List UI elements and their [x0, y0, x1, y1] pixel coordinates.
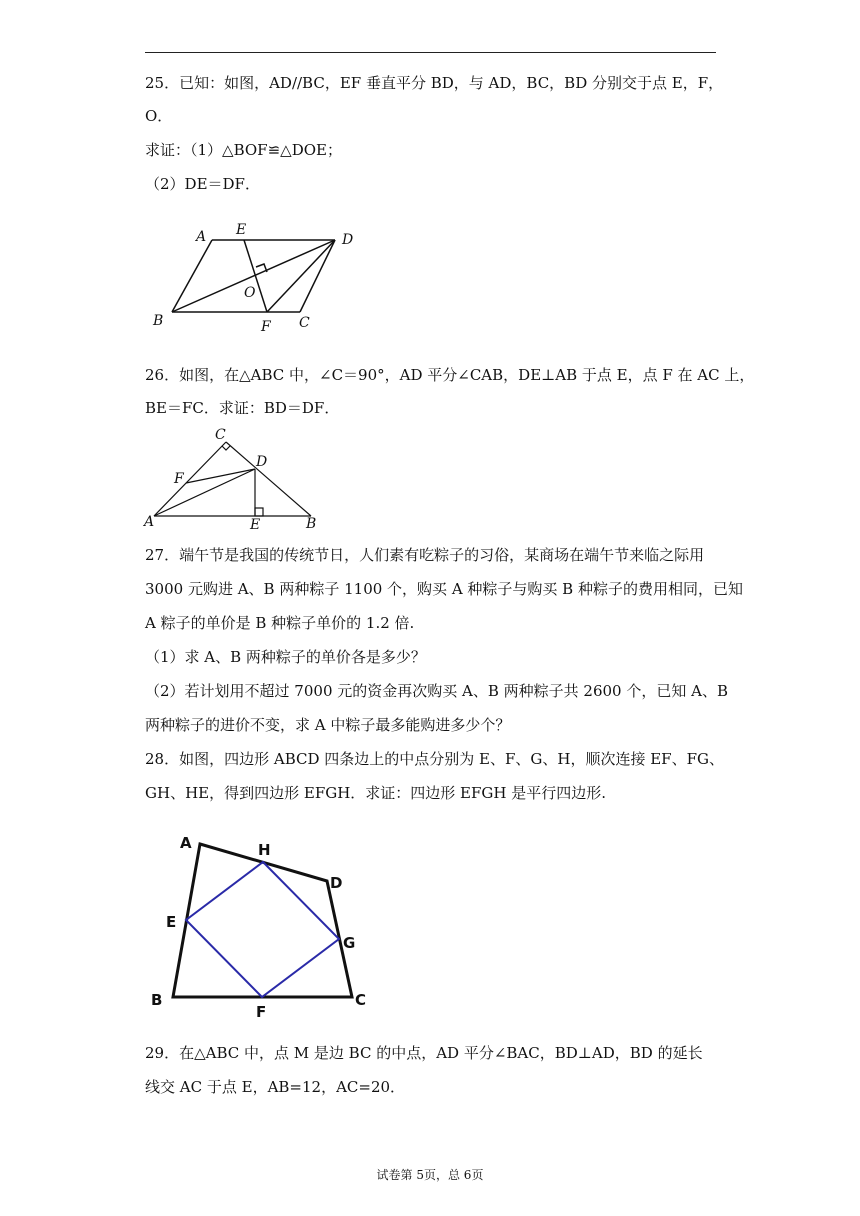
q25-line-4: （2）DE＝DF． — [145, 175, 260, 193]
q27-line-4: （1）求 A、B 两种粽子的单价各是多少？ — [145, 648, 426, 666]
q26-line-2: BE＝FC．求证：BD＝DF． — [145, 399, 340, 417]
q26-label-e: E — [250, 517, 261, 533]
q27-line-6: 两种粽子的进价不变，求 A 中粽子最多能购进多少个？ — [145, 716, 511, 734]
q28-label-d: D — [330, 874, 343, 892]
q26-label-d: D — [256, 454, 268, 470]
q25-label-o: O — [244, 285, 256, 301]
q28-line-2: GH、HE，得到四边形 EFGH．求证：四边形 EFGH 是平行四边形. — [145, 784, 607, 802]
q25-label-e: E — [236, 222, 247, 238]
q26-line-1: 26．如图，在△ABC 中，∠C＝90°，AD 平分∠CAB，DE⊥AB 于点 E，点 F 在 AC 上， — [145, 366, 755, 384]
q28-label-f: F — [256, 1003, 267, 1021]
q27-line-3: A 粽子的单价是 B 种粽子单价的 1.2 倍. — [145, 614, 415, 632]
q25-line-2: O． — [145, 107, 173, 125]
q28-figure — [145, 828, 385, 1023]
q29-line-1: 29．在△ABC 中，点 M 是边 BC 的中点，AD 平分∠BAC，BD⊥AD，BD 的延长 — [145, 1044, 703, 1062]
q25-label-f: F — [261, 319, 271, 335]
q29-line-2: 线交 AC 于点 E，AB=12，AC=20． — [145, 1078, 406, 1096]
header-rule — [145, 52, 716, 53]
q25-label-d: D — [342, 232, 354, 248]
q27-line-1: 27．端午节是我国的传统节日，人们素有吃粽子的习俗，某商场在端午节来临之际用 — [145, 546, 705, 564]
q28-label-e: E — [166, 913, 177, 931]
q28-line-1: 28．如图，四边形 ABCD 四条边上的中点分别为 E、F、G、H，顺次连接 EF、FG、 — [145, 750, 724, 768]
q26-label-c: C — [215, 427, 226, 443]
q27-line-5: （2）若计划用不超过 7000 元的资金再次购买 A、B 两种粽子共 2600 个，已知 A、B — [145, 682, 728, 700]
q25-figure — [140, 215, 380, 340]
q25-label-b: B — [153, 313, 164, 329]
q26-label-b: B — [306, 516, 317, 532]
q28-label-a: A — [180, 834, 192, 852]
page-footer: 试卷第 5页，总 6页 — [376, 1168, 484, 1182]
q28-label-c: C — [355, 991, 367, 1009]
q28-label-h: H — [258, 841, 271, 859]
q25-label-c: C — [299, 315, 310, 331]
q25-line-3: 求证：（1）△BOF≌△DOE； — [145, 141, 342, 159]
q26-figure — [140, 425, 335, 535]
q26-label-f: F — [174, 471, 184, 487]
q26-label-a: A — [144, 514, 155, 530]
q25-label-a: A — [196, 229, 207, 245]
q25-line-1: 25．已知：如图，AD//BC，EF 垂直平分 BD，与 AD，BC，BD 分别交于点 E，F， — [145, 74, 724, 92]
q27-line-2: 3000 元购进 A、B 两种粽子 1100 个，购买 A 种粽子与购买 B 种粽子的费用相同，已知 — [145, 580, 743, 598]
q28-label-g: G — [343, 934, 356, 952]
q28-label-b: B — [151, 991, 163, 1009]
